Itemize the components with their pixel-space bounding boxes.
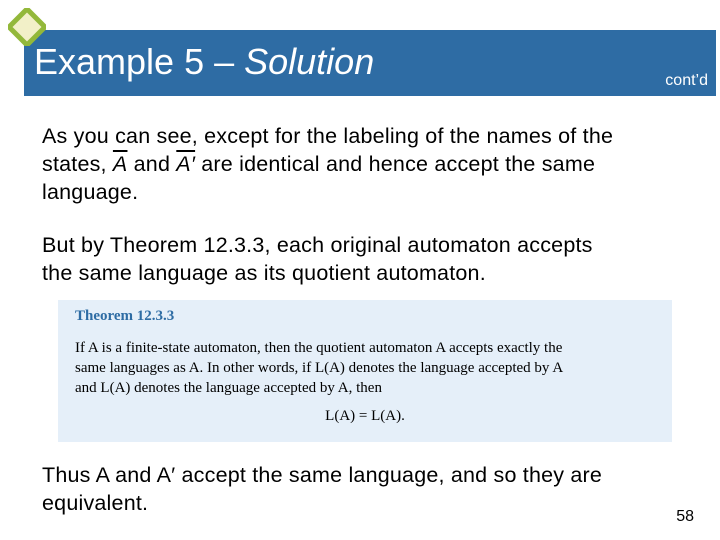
paragraph-conclusion	[42, 461, 682, 517]
paragraph-theorem-ref	[42, 231, 682, 287]
paragraph-intro-line-2	[42, 150, 682, 178]
symbol-a-prime-bar: A′	[176, 152, 196, 176]
paragraph-conclusion-line-1: Thus A and A′ accept the same language, and so they are	[42, 463, 603, 487]
page-number: 58	[676, 508, 694, 525]
diamond-logo-icon	[8, 8, 46, 46]
theorem-statement	[75, 338, 660, 398]
title-bar	[24, 30, 716, 96]
text-and: and	[127, 152, 177, 176]
slide-title	[34, 42, 374, 82]
theorem-line-2: same languages as A. In other words, if L(A) denotes the language accepted by A	[75, 360, 564, 376]
paragraph-intro	[42, 122, 682, 206]
theorem-box	[58, 300, 672, 442]
theorem-equation: L(A) = L(A).	[325, 408, 405, 424]
paragraph-intro-line-1: As you can see, except for the labeling of the names of the	[42, 124, 614, 148]
text-states: states,	[42, 152, 113, 176]
theorem-line-3: and L(A) denotes the language accepted by A, then	[75, 380, 382, 396]
paragraph-intro-line-3: language.	[42, 180, 139, 204]
slide-title-italic: Solution	[244, 41, 375, 82]
paragraph-theorem-ref-line-1: But by Theorem 12.3.3, each original automaton accepts	[42, 233, 593, 257]
continued-label: cont’d	[665, 72, 708, 89]
slide-title-main: Example 5 –	[34, 41, 245, 82]
text-identical: are identical and hence accept the same	[195, 152, 596, 176]
paragraph-conclusion-line-2: equivalent.	[42, 491, 149, 515]
paragraph-theorem-ref-line-2: the same language as its quotient automaton.	[42, 261, 486, 285]
theorem-title: Theorem 12.3.3	[75, 308, 175, 324]
symbol-a-bar: $\overline{A}$	[112, 152, 128, 176]
theorem-line-1: If A is a finite-state automaton, then the quotient automaton A accepts exactly the	[75, 340, 563, 356]
